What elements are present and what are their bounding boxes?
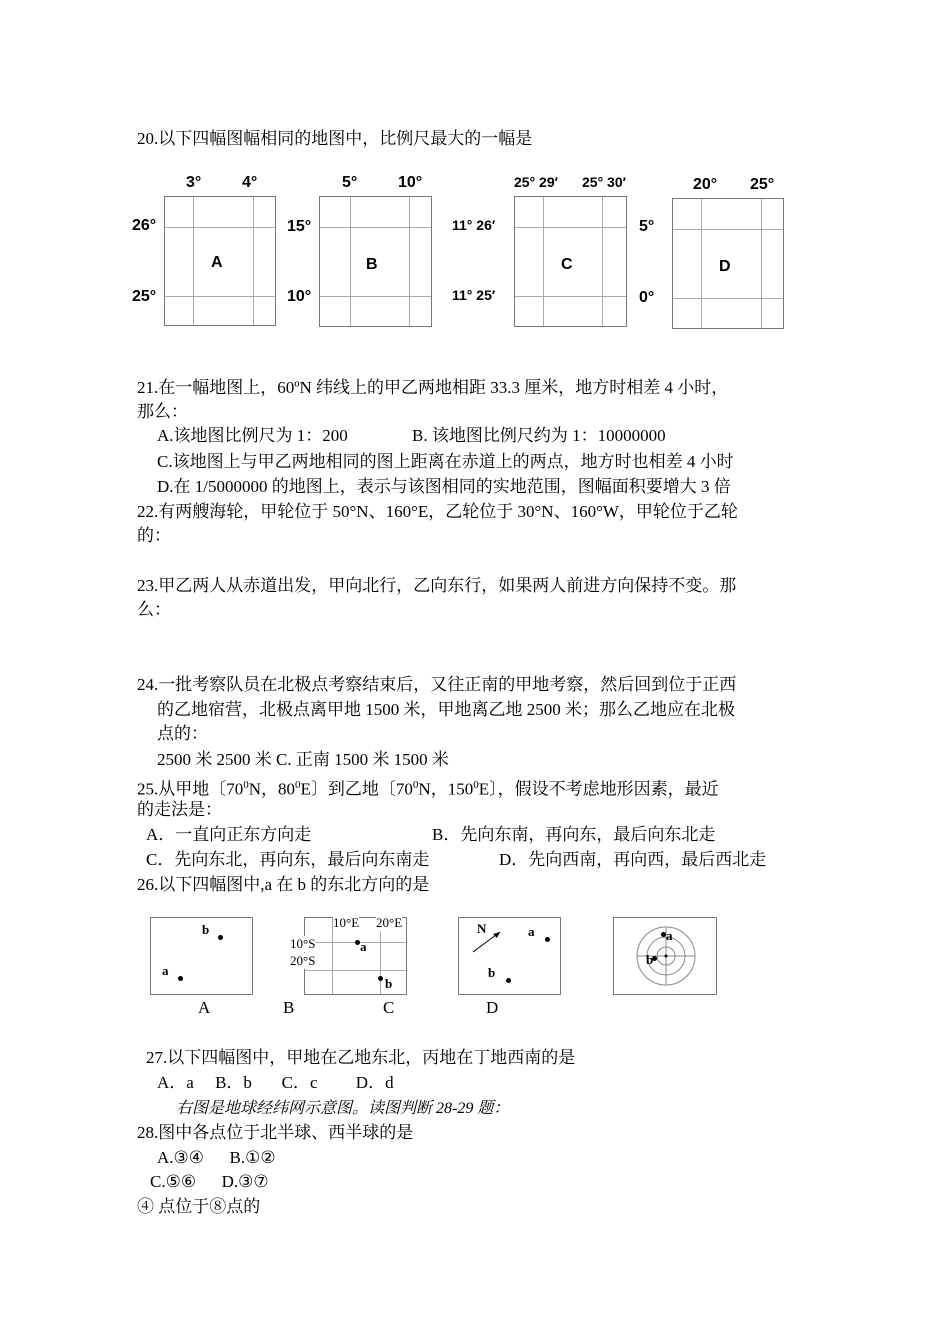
map-a-lon2: 4° bbox=[242, 174, 258, 191]
q25-option-c: C．先向东北，再向东，最后向东南走 bbox=[146, 850, 430, 869]
q25-option-b: B．先向东南，再向东，最后向东北走 bbox=[432, 825, 716, 844]
map-c-lat2: 11° 25′ bbox=[452, 287, 496, 303]
q21-line2: 那么： bbox=[137, 402, 188, 421]
fig-d-a-point bbox=[545, 937, 550, 942]
q24-line4: 2500 米 2500 米 C. 正南 1500 米 1500 米 bbox=[157, 750, 449, 769]
fig-a-a-label: a bbox=[162, 963, 169, 978]
q28-options-cd: C.⑤⑥ D.③⑦ bbox=[150, 1172, 269, 1191]
map-b-lon2: 10° bbox=[398, 174, 423, 191]
map-b-letter: B bbox=[366, 256, 378, 273]
q25-line2: 的走法是： bbox=[137, 800, 222, 819]
map-b-lat1: 15° bbox=[287, 218, 312, 235]
q27-options: A．a B．b C．c D．d bbox=[157, 1073, 394, 1092]
north-arrow-icon bbox=[470, 926, 510, 956]
map-c-lon1: 25° 29′ bbox=[514, 174, 558, 190]
q26-caption-d: D bbox=[486, 998, 499, 1017]
fig-bc-b-label: b bbox=[385, 976, 393, 991]
q21-line1: 21.在一幅地图上，60ºN 纬线上的甲乙两地相距 33.3 厘米，地方时相差 4 小时， bbox=[137, 378, 729, 397]
q24-line3: 点的： bbox=[157, 724, 208, 743]
q25-option-a: A．一直向正东方向走 bbox=[146, 825, 312, 844]
map-a-lat2: 25° bbox=[132, 288, 157, 305]
map-b-lat2: 10° bbox=[287, 288, 312, 305]
fig-bc-b-point bbox=[378, 976, 383, 981]
q28-text: 28.图中各点位于北半球、西半球的是 bbox=[137, 1123, 414, 1142]
map-b-lon1: 5° bbox=[342, 174, 358, 191]
map-a-lat1: 26° bbox=[132, 217, 157, 234]
fig-d-north-label: N bbox=[477, 921, 487, 936]
q24-line2: 的乙地宿营，北极点离甲地 1500 米，甲地离乙地 2500 米；那么乙地应在北极 bbox=[157, 700, 735, 719]
map-c-lat1: 11° 26′ bbox=[452, 217, 496, 233]
q25-line1: 25.从甲地〔$70^0N$，$80^0E$〕到乙地〔$70^0N$，$150^0E$〕，假设不考虑地形因素，最近 bbox=[137, 779, 719, 799]
q21-option-a: A.该地图比例尺为 1：200 bbox=[157, 426, 348, 445]
map-d-letter: D bbox=[719, 258, 731, 275]
fig-bc-lat1: 10°S bbox=[290, 936, 316, 951]
map-c-lon2: 25° 30′ bbox=[582, 174, 626, 190]
q29-text: ④ 点位于⑧点的 bbox=[137, 1197, 261, 1216]
map-d-lon2: 25° bbox=[750, 176, 775, 193]
map-d-lon1: 20° bbox=[693, 176, 718, 193]
q23-line1: 23.甲乙两人从赤道出发，甲向北行，乙向东行，如果两人前进方向保持不变。那 bbox=[137, 576, 737, 595]
fig-bc-a-label: a bbox=[360, 939, 367, 954]
q22-line2: 的： bbox=[137, 526, 171, 545]
q26-caption-b: B bbox=[283, 998, 295, 1017]
q21-option-b: B. 该地图比例尺约为 1：10000000 bbox=[412, 426, 666, 445]
map-a-lon1: 3° bbox=[186, 174, 202, 191]
fig-a-b-label: b bbox=[202, 922, 210, 937]
q26-text: 26.以下四幅图中,a 在 b 的东北方向的是 bbox=[137, 875, 430, 894]
fig-d-b-point bbox=[506, 978, 511, 983]
q25-option-d: D．先向西南，再向西，最后西北走 bbox=[499, 850, 767, 869]
map-d-lat1: 5° bbox=[639, 218, 655, 235]
q28-options-ab: A.③④ B.①② bbox=[157, 1148, 276, 1167]
map-a-letter: A bbox=[211, 254, 223, 271]
fig-bc-lon2: 20°E bbox=[376, 915, 403, 930]
map-d-lat2: 0° bbox=[639, 289, 655, 306]
q21-option-c: C.该地图上与甲乙两地相同的图上距离在赤道上的两点，地方时也相差 4 小时 bbox=[157, 452, 734, 471]
fig-bc-lat2: 20°S bbox=[290, 953, 316, 968]
q22-line1: 22.有两艘海轮，甲轮位于 50°N、160°E，乙轮位于 30°N、160°W，甲轮位于乙轮 bbox=[137, 502, 738, 521]
polar-grid bbox=[613, 917, 717, 995]
fig-d-b-label: b bbox=[488, 965, 496, 980]
fig-a-a-point bbox=[178, 976, 183, 981]
fig-bc-lon1: 10°E bbox=[333, 915, 360, 930]
fig-polar-b-label: b bbox=[646, 952, 654, 967]
q24-line1: 24.一批考察队员在北极点考察结束后，又往正南的甲地考察，然后回到位于正西 bbox=[137, 675, 737, 694]
q26-caption-a: A bbox=[198, 998, 211, 1017]
fig-d-a-label: a bbox=[528, 924, 535, 939]
q28-intro: 右图是地球经纬网示意图。读图判断 28-29 题： bbox=[176, 1100, 510, 1117]
q20-text: 20.以下四幅图幅相同的地图中，比例尺最大的一幅是 bbox=[137, 129, 533, 148]
fig-a-b-point bbox=[218, 935, 223, 940]
q21-option-d: D.在 1/5000000 的地图上，表示与该图相同的实地范围，图幅面积要增大 3 倍 bbox=[157, 477, 731, 496]
q23-line2: 么： bbox=[137, 600, 171, 619]
map-c-letter: C bbox=[561, 256, 573, 273]
fig-polar-a-label: a bbox=[666, 928, 673, 943]
q27-text: 27.以下四幅图中，甲地在乙地东北，丙地在丁地西南的是 bbox=[146, 1048, 576, 1067]
q26-caption-c: C bbox=[383, 998, 395, 1017]
